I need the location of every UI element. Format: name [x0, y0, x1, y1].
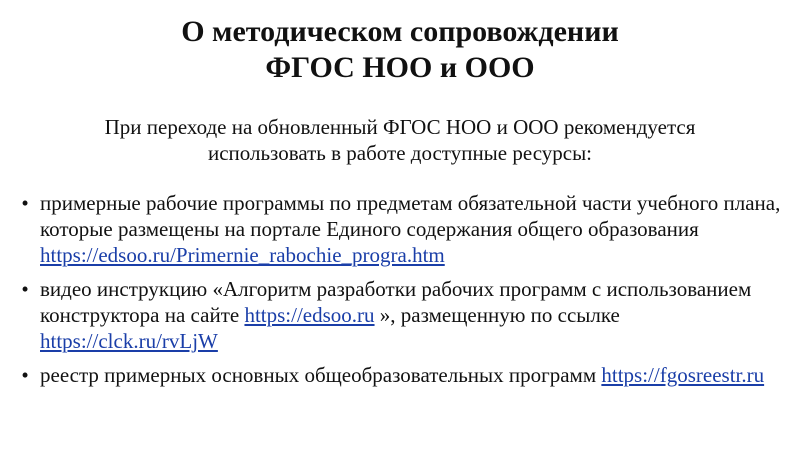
- resource-item-video-instruction: [16, 276, 786, 354]
- intro-text: [0, 114, 800, 166]
- fgosreestr-link[interactable]: https://fgosreestr.ru: [601, 363, 765, 387]
- resource-item-work-programs: [16, 190, 786, 268]
- clck-short-link[interactable]: https://clck.ru/rvLjW: [40, 329, 218, 353]
- slide-title: [0, 14, 800, 86]
- title-line-2: ФГОС НОО и ООО: [265, 51, 535, 84]
- bullet-icon: •: [21, 191, 29, 215]
- edsoo-site-link[interactable]: https://edsoo.ru: [244, 303, 375, 327]
- resource-item-registry: [16, 362, 786, 388]
- title-line-1: О методическом сопровождении: [181, 15, 619, 48]
- resource-list: [16, 190, 786, 396]
- resource-text: видео инструкцию «Алгоритм разработки рабочих программ с использованием конструктора на сайте: [40, 277, 752, 327]
- bullet-icon: •: [21, 277, 29, 301]
- bullet-icon: •: [21, 363, 29, 387]
- resource-text: реестр примерных основных общеобразовательных программ: [40, 363, 602, 387]
- resource-text: примерные рабочие программы по предметам обязательной части учебного плана, которые размещены на портале Единого содержания общего образования: [40, 191, 781, 241]
- intro-line-2: использовать в работе доступные ресурсы:: [207, 141, 593, 165]
- edsoo-programs-link[interactable]: https://edsoo.ru/Primernie_rabochie_progra.htm: [40, 243, 445, 267]
- intro-line-1: При переходе на обновленный ФГОС НОО и ООО рекомендуется: [104, 115, 696, 139]
- resource-text-middle: », размещенную по ссылке: [374, 303, 620, 327]
